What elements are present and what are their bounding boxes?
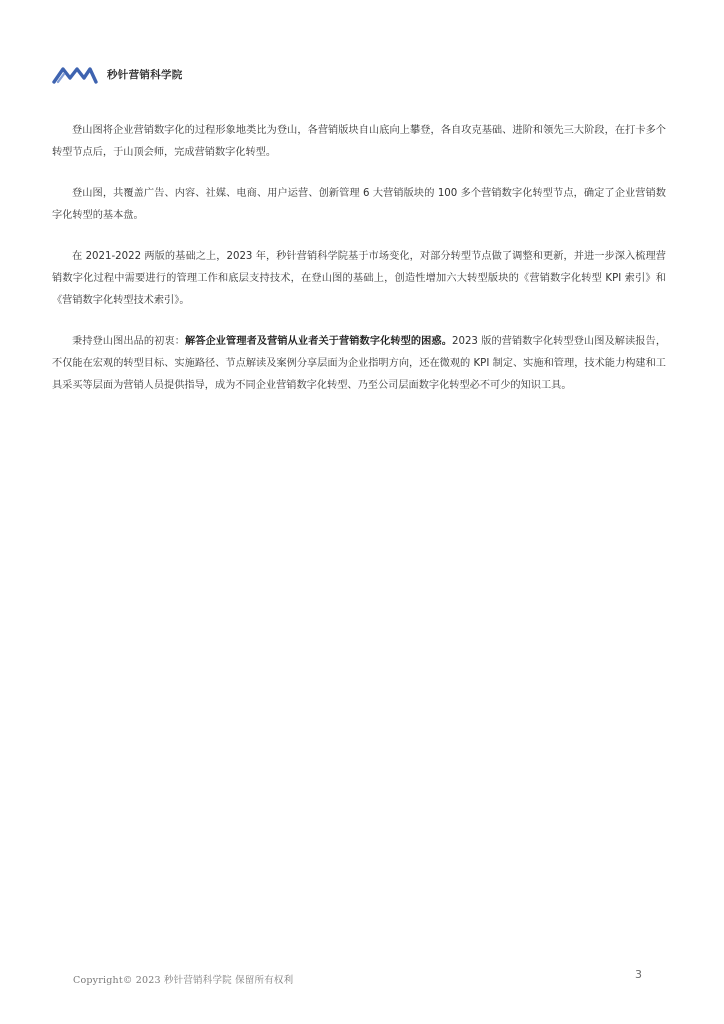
purpose-suffix: 2023 版的营销数字化转型登山图及解读报告，不仅能在宏观的转型目标、实施路径、节点解读及案例分享层面为企业指明方向，还在微观的 KPI 制定、实施和管理，技术能力构建和工具采买等层面为营销人员提供指导，成为不同企业营销数字化转型、乃至公司层面数字化转型必不可少的知识工具。 bbox=[52, 336, 667, 391]
purpose-prefix: 秉持登山图出品的初衷： bbox=[72, 336, 185, 347]
paragraph-intro: 登山图将企业营销数字化的过程形象地类比为登山，各营销版块自山底向上攀登，各自攻克基础、进阶和领先三大阶段，在打卡多个转型节点后，于山顶会师，完成营销数字化转型。 bbox=[52, 125, 666, 158]
brand-mountain-logo-icon bbox=[52, 63, 98, 85]
purpose-emphasis: 解答企业管理者及营销从业者关于营销数字化转型的困惑。 bbox=[184, 336, 452, 347]
paragraph-coverage: 登山图，共覆盖广告、内容、社媒、电商、用户运营、创新管理 6 大营销版块的 100 多个营销数字化转型节点，确定了企业营销数字化转型的基本盘。 bbox=[52, 188, 666, 221]
page-number: 3 bbox=[635, 968, 642, 981]
page-header bbox=[52, 62, 183, 86]
body-content bbox=[52, 120, 666, 416]
brand-name: 秒针营销科学院 bbox=[107, 68, 183, 81]
paragraph-purpose bbox=[52, 331, 666, 397]
paragraph-update: 在 2021-2022 两版的基础之上，2023 年，秒针营销科学院基于市场变化，对部分转型节点做了调整和更新，并进一步深入梳理营销数字化过程中需要进行的管理工作和底层支持技术，在登山图的基础上，创造性增加六大转型版块的《营销数字化转型 KPI 索引》和《营销数字化转型技术索引》。 bbox=[52, 251, 666, 306]
footer-copyright: Copyright© 2023 秒针营销科学院 保留所有权利 bbox=[73, 975, 294, 986]
